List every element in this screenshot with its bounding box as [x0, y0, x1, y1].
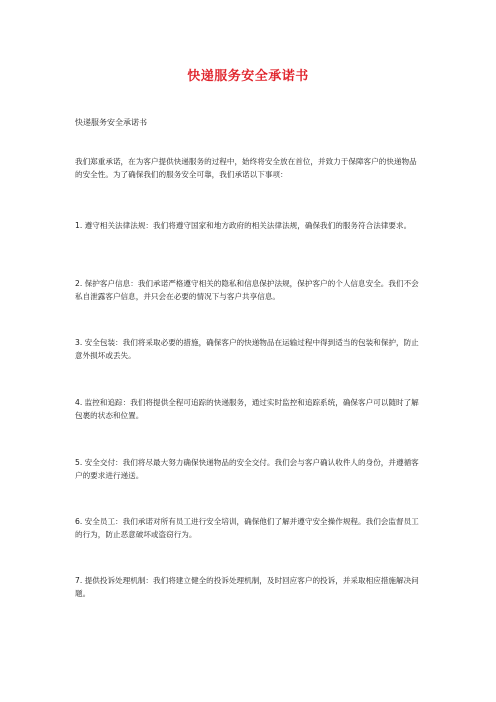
commitment-item-6: 6. 安全员工：我们承诺对所有员工进行安全培训，确保他们了解并遵守安全操作规程。我们会监督员工的行为，防止恶意破坏或盗窃行为。	[75, 517, 419, 540]
commitment-item-7: 7. 提供投诉处理机制：我们将建立健全的投诉处理机制，及时回应客户的投诉，并采取相应措施解决问题。	[75, 576, 419, 599]
commitment-item-4: 4. 监控和追踪：我们将提供全程可追踪的快递服务，通过实时监控和追踪系统，确保客户可以随时了解包裹的状态和位置。	[75, 398, 419, 421]
commitment-item-1: 1. 遵守相关法律法规：我们将遵守国家和地方政府的相关法律法规，确保我们的服务符合法律要求。	[75, 221, 412, 230]
commitment-item-5: 5. 安全交付：我们将尽最大努力确保快递物品的安全交付。我们会与客户确认收件人的身份，并遵循客户的要求进行递送。	[75, 458, 419, 481]
document-title: 快递服务安全承诺书	[187, 69, 309, 84]
commitment-item-2: 2. 保护客户信息：我们承诺严格遵守相关的隐私和信息保护法规，保护客户的个人信息安全。我们不会私自泄露客户信息，并只会在必要的情况下与客户共享信息。	[75, 279, 419, 302]
commitment-item-3: 3. 安全包装：我们将采取必要的措施，确保客户的快递物品在运输过程中得到适当的包装和保护，防止意外损坏或丢失。	[75, 338, 419, 361]
intro-paragraph: 我们郑重承诺，在为客户提供快递服务的过程中，始终将安全放在首位，并致力于保障客户的快递物品的安全性。为了确保我们的服务安全可靠，我们承诺以下事项：	[75, 157, 417, 180]
document-subtitle: 快递服务安全承诺书	[75, 118, 147, 127]
